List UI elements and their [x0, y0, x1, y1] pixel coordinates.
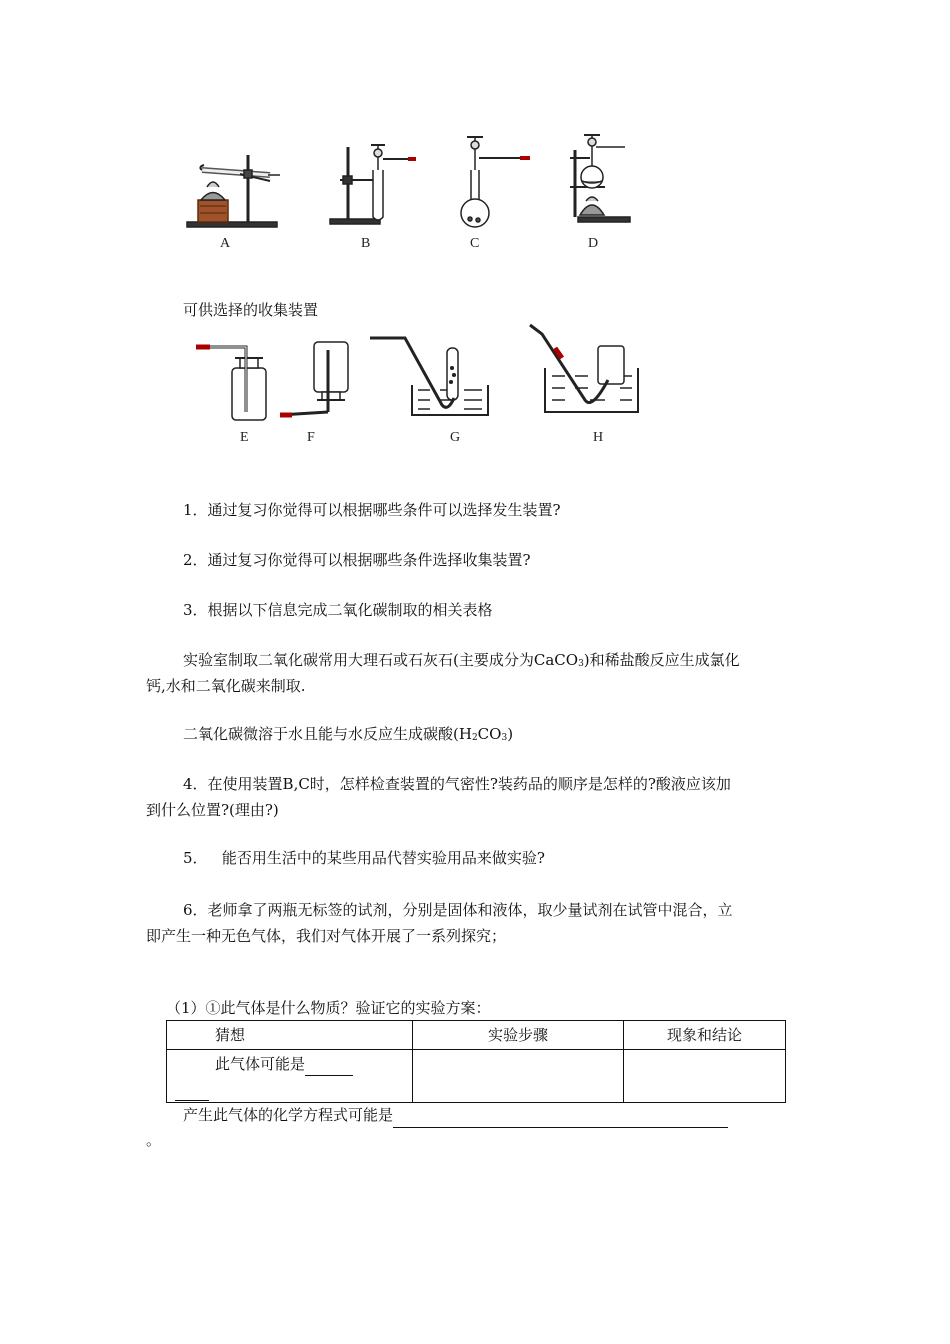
label-g: G — [450, 430, 461, 445]
info-h2co3-mid: CO — [477, 725, 502, 743]
info-caco3-text: 实验室制取二氧化碳常用大理石或石灰石(主要成分为CaCO — [183, 651, 579, 669]
apparatus-g — [370, 338, 488, 415]
equation-blank[interactable] — [393, 1101, 728, 1128]
end-mark: 。 — [146, 1131, 162, 1149]
info-h2co3-tail: ) — [507, 725, 514, 743]
info-caco3-line2: 钙,水和二氧化碳来制取. — [146, 677, 306, 695]
label-h: H — [593, 430, 604, 445]
header-steps: 实验步骤 — [413, 1021, 624, 1050]
equation-label: 产生此气体的化学方程式可能是 — [183, 1106, 394, 1124]
info-h2co3-text: 二氧化碳微溶于水且能与水反应生成碳酸(H — [183, 725, 472, 743]
question-3: 3．根据以下信息完成二氧化碳制取的相关表格 — [183, 601, 493, 619]
collection-apparatus-figure — [190, 320, 660, 430]
label-c: C — [470, 236, 480, 251]
guess-blank-1[interactable] — [305, 1051, 353, 1076]
apparatus-e — [196, 347, 266, 420]
guess-blank-2[interactable] — [175, 1076, 209, 1101]
header-result: 现象和结论 — [624, 1021, 786, 1050]
table-row — [167, 1050, 786, 1103]
question-4-line1: 4．在使用装置B,C时，怎样检查装置的气密性?装药品的顺序是怎样的?酸液应该加 — [183, 775, 731, 793]
question-2: 2．通过复习你觉得可以根据哪些条件选择收集装置? — [183, 551, 531, 569]
info-caco3-sub: 3 — [578, 659, 584, 669]
experiment-table — [166, 1020, 786, 1103]
question-6-line1: 6．老师拿了两瓶无标签的试剂，分别是固体和液体，取少量试剂在试管中混合，立 — [183, 901, 733, 919]
question-4-line2: 到什么位置?(理由?) — [146, 801, 279, 819]
label-b: B — [361, 236, 371, 251]
apparatus-c — [461, 137, 530, 227]
info-h2co3-sub2: 3 — [501, 733, 508, 743]
cell-steps[interactable] — [413, 1050, 624, 1103]
table-header-row — [167, 1021, 786, 1050]
question-5: 5． 能否用生活中的某些用品代替实验用品来做实验? — [183, 849, 545, 867]
generation-apparatus-figure — [180, 125, 650, 260]
label-a: A — [220, 236, 231, 251]
label-d: D — [588, 236, 599, 251]
question-1: 1．通过复习你觉得可以根据哪些条件可以选择发生装置? — [183, 501, 561, 519]
cell-guess[interactable] — [167, 1050, 413, 1103]
apparatus-h — [530, 325, 638, 412]
label-e: E — [240, 430, 249, 445]
equation-line — [183, 1101, 728, 1128]
collection-heading: 可供选择的收集装置 — [183, 301, 319, 319]
apparatus-b — [330, 145, 416, 224]
cell-guess-text: 此气体可能是 — [215, 1055, 306, 1073]
info-h2co3-sub1: 2 — [471, 733, 478, 743]
apparatus-f — [280, 342, 348, 415]
info-caco3-tail: )和稀盐酸反应生成氯化 — [583, 651, 740, 669]
info-h2co3 — [183, 721, 513, 751]
apparatus-a — [187, 155, 280, 227]
apparatus-d — [570, 135, 630, 222]
experiment-title: （1）①此气体是什么物质？验证它的实验方案： — [166, 999, 491, 1017]
header-guess: 猜想 — [167, 1021, 413, 1050]
cell-result[interactable] — [624, 1050, 786, 1103]
label-f: F — [307, 430, 315, 445]
question-6-line2: 即产生一种无色气体，我们对气体开展了一系列探究； — [146, 927, 507, 945]
